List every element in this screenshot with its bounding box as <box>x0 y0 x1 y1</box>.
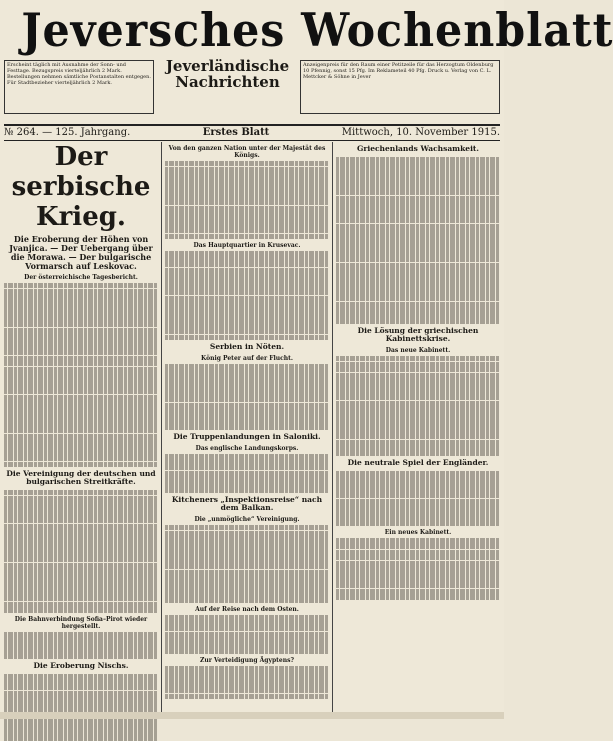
section-heading: Das neue Kabinett. <box>385 346 451 354</box>
article-text <box>336 471 500 527</box>
headline-deck: Die Eroberung der Höhen von Jvanjica. — Der Uebergang über die Morawa. — Der bulgarische Vormarsch auf Leskovac. <box>9 234 153 271</box>
column-middle <box>165 142 329 712</box>
section-heading: Auf der Reise nach dem Osten. <box>195 605 299 613</box>
article-text <box>165 666 329 699</box>
section-heading: Der österreichische Tagesbericht. <box>24 274 138 281</box>
column-rule <box>332 142 333 712</box>
article-text <box>165 454 329 493</box>
article-text <box>165 615 329 654</box>
article-text <box>336 538 500 599</box>
column-left <box>4 142 158 712</box>
issue-number: № 264. — 125. Jahrgang. <box>4 127 131 138</box>
section-heading: Ein neues Kabinett. <box>384 529 452 537</box>
subtitle <box>160 58 295 90</box>
section-heading: Zur Verteidigung Ägyptens? <box>200 656 294 664</box>
section-heading: Das Hauptquartier in Krusevac. <box>193 241 301 249</box>
section-heading: Die Lösung der griechischen Kabinettskrise. <box>357 325 479 344</box>
section-heading: Die Vereinigung der deutschen und bulgarischen Streitkräfte. <box>6 468 156 487</box>
section-heading: Kitcheners „Inspektionsreise“ nach dem Balkan. <box>171 494 323 513</box>
subtitle-line-2: Nachrichten <box>175 73 280 91</box>
section-heading: Die neutrale Spiel der Engländer. <box>347 458 489 468</box>
advert-price-box: Anzeigenpreis für den Raum einer Petitzeile für das Herzogtum Oldenburg 10 Pfennig, sonst 15 Pfg. Im Reklameteil 40 Pfg. Druck u. Verlag von C. L. Mettcker & Söhne in Jever <box>300 60 500 114</box>
sheet-label: Erstes Blatt <box>202 127 270 138</box>
article-text <box>4 490 158 613</box>
issue-date: Mittwoch, 10. November 1915. <box>341 127 500 138</box>
page-edge <box>0 712 504 719</box>
section-heading: Die Bahnverbindung Sofia–Pirot wieder hergestellt. <box>14 615 148 630</box>
article-text <box>4 283 158 467</box>
section-heading: Die Truppenlandungen in Saloniki. <box>173 432 321 442</box>
article-text <box>4 674 158 741</box>
article-text <box>165 161 329 239</box>
column-right <box>336 142 500 712</box>
issue-info-bar <box>4 124 500 141</box>
subscription-info-box: Erscheint täglich mit Ausnahme der Sonn- und Festtage. Bezugspreis vierteljährlich 2 Mark. Bestellungen nehmen sämtliche Postanstalten entgegen. Für Stadtbezieher vierteljährlich 2 Mark. <box>4 60 154 114</box>
section-heading: Die „unmögliche“ Vereinigung. <box>194 515 300 523</box>
section-heading: Das englische Landungskorps. <box>195 444 299 452</box>
column-rule <box>161 142 162 712</box>
article-text <box>4 632 158 660</box>
section-heading: Von den ganzen Nation unter der Majestät des Königs. <box>168 145 326 159</box>
article-text <box>336 356 500 456</box>
masthead-title: Jeversches Wochenblatt <box>21 3 613 57</box>
article-text <box>165 364 329 431</box>
subtitle-line-1: Jeverländische <box>165 57 290 75</box>
article-text <box>336 157 500 324</box>
article-text <box>165 251 329 340</box>
section-heading: Serbien in Nöten. <box>209 341 285 351</box>
main-headline: Der serbische Krieg. <box>11 142 151 232</box>
article-text <box>165 525 329 603</box>
section-heading: König Peter auf der Flucht. <box>201 354 293 362</box>
section-heading: Griechenlands Wachsamkeit. <box>356 144 480 153</box>
section-heading: Die Eroberung Nischs. <box>33 661 129 671</box>
